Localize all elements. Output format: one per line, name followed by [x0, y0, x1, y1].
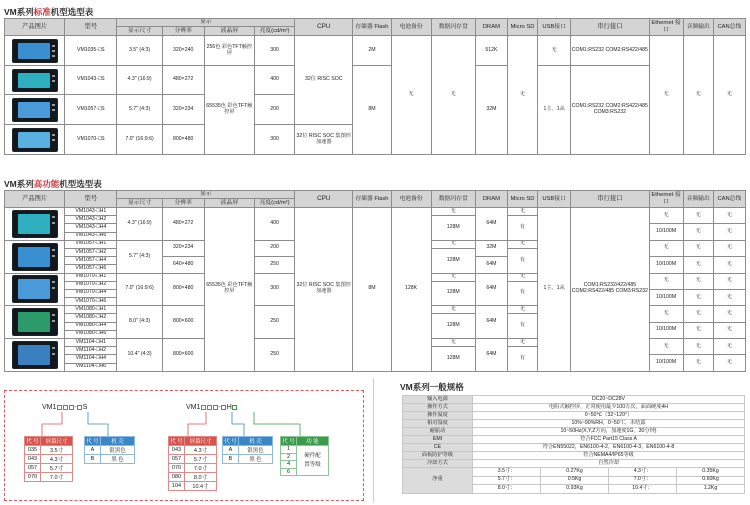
standard-section-title: VM系列标准机型选型表: [4, 7, 94, 17]
high-function-model-table: 产品图片 型号 显示 CPU 存储器 Flash 电池备份 数据闪存盘 DRAM Micro SD USB接口 串行接口 Ethernet 接口 音频输出 CAN总线 显示尺寸 分辨率 液晶屏 亮度(cd/m²) VM1043-□H1 4.3" (16:9) 480×272 65535色 彩色TFT触控屏 400 32位 RISC SOC 集图形加速器 8M 128K 无 64M 无 1主、1从 COM1:RS232/422/485 COM2:RS422/485 COM3:RS232 无 无 无 VM1043-□H2 128M 有 VM1043-□H4 10/100M 无 无 VM1043-□H6 VM1057-□H1 5.7" (4:3) 320×234 200 无 32M 无 无 无 无 VM1057-□H2 128M 有 VM1057-□H4 640×480 250 64M 10/100M 无 无 VM1057-□H6 VM1070-□H1 7.0" (16:9:6) 800×480 300 无 64M 无 无 无 无 VM1070-□H2 128M 有 VM1070-□H4 10/100M 无 无 VM1070-□H6 VM1080-□H1 8.0" (4:3) 800×600 250 无 64M 无 无 无 无 VM1080-□H2 128M 有 VM1080-□H4 10/100M 无 无 VM1080-□H6 VM1104-□H1 10.4" (4:3) 800×600 250 无 64M 无 无 无 无 VM1104-□H2 128M 有 VM1104-□H4 10/100M 无 无 VM1104-□H6: [4, 190, 746, 372]
col-resolution: 分辨率: [162, 27, 204, 36]
code-function-table: 代 号 功 能 1 硬件配 置等级 2 4 6: [280, 436, 329, 476]
col-lcd: 液晶屏: [204, 27, 254, 36]
col-usb: USB接口: [538, 19, 571, 36]
code-left-pattern: VM1 - S: [42, 404, 88, 411]
col-ethernet: Ethernet 接口: [649, 19, 683, 36]
col-brightness: 亮度(cd/m²): [254, 27, 294, 36]
product-image: [5, 306, 65, 339]
code-size-table-left: 代 号 屏幕尺寸 035 3.5寸 043 4.3寸 057 5.7寸 070 7.0寸: [24, 436, 73, 482]
col-picture: 产品图片: [5, 19, 65, 36]
col-battery: 电池备份: [391, 19, 431, 36]
col-cpu: CPU: [295, 19, 353, 36]
col-dram: DRAM: [475, 19, 507, 36]
code-shell-table-right: 代 号 机 壳 A 银黑色 B 黑 色: [222, 436, 273, 464]
product-image: [5, 339, 65, 372]
product-image: [5, 36, 65, 66]
table-row: VM1035-□S 3.5" (4:3) 320×240 256色 彩色TFT触控屏 300 32位 RISC SOC 2M 无 无 512K 无 无 COM1:RS232 COM2:RS422/485 无 无 无: [5, 36, 746, 66]
high-function-section-title: VM系列高功能机型选型表: [4, 179, 102, 189]
col-model: 型号: [65, 19, 117, 36]
col-display: 显示: [117, 19, 295, 27]
product-image: [5, 240, 65, 273]
table-row: VM1043-□H1 4.3" (16:9) 480×272 65535色 彩色TFT触控屏 400 32位 RISC SOC 集图形加速器 8M 128K 无 64M 无 1主、1从 COM1:RS232/422/485 COM2:RS422/485 COM3:RS232 无 无 无: [5, 208, 746, 216]
product-image: [5, 208, 65, 241]
col-can: CAN总线: [713, 19, 745, 36]
col-sd: Micro SD: [507, 19, 537, 36]
col-serial: 串行接口: [571, 19, 649, 36]
general-spec-table: 输入电源 DC20~DC28V 操作方式 电阻式触控屏，正常使用最少100万次，面面硬度4H 操作温度 0~50℃（32~120°） 相对湿度 10%~90%RH，0~50℃，未结露 耐振动 10~50Hz(X,Y,Z方向，加速度1G，30分钟) EMI 符合FCC Part15 Class A CE 符合EN55022，EN6100-4-2，EN6100-4-3，EN6100-4-8 面板防护等级 符合NEMA4/IP65等级 冷却方式 自然冷却 净重 3.5寸： 0.27Kg 4.3寸： 0.35Kg 5.7寸： 0.5Kg 7.0寸： 0.60Kg 8.0寸： 0.93Kg 10.4寸： 1.2Kg: [402, 395, 745, 494]
table-row: VM1070-□S 7.0" (16:9:6) 800×480 300 32位 RISC SOC 集图形加速器: [5, 125, 746, 155]
code-right-pattern: VM1 - H: [186, 404, 238, 411]
col-flash: 存储器 Flash: [353, 19, 391, 36]
product-image: [5, 66, 65, 95]
product-image: [5, 95, 65, 125]
col-audio: 音频输出: [683, 19, 713, 36]
section-divider: [373, 378, 374, 503]
general-spec-title: VM系列一般规格: [400, 382, 464, 392]
col-datalog: 数据闪存盘: [431, 19, 475, 36]
code-shell-table-left: 代 号 机 壳 A 银黑色 B 黑 色: [84, 436, 135, 464]
table-row: VM1057-□S 5.7" (4:3) 320×234 200: [5, 95, 746, 125]
table-row: VM1043-□S 4.3" (16:9) 480×272 65535色 彩色TFT触控屏 400 8M 32M 1主、1从 COM1:RS232 COM2:RS422/485 COM3:RS232: [5, 66, 746, 95]
standard-model-table: [4, 18, 746, 155]
product-image: [5, 125, 65, 155]
col-size: 显示尺寸: [117, 27, 162, 36]
code-size-table-right: 代 号 屏幕尺寸 043 4.3寸 057 5.7寸 070 7.0寸 080 8.0寸 104 10.4寸: [168, 436, 217, 491]
product-image: [5, 273, 65, 306]
